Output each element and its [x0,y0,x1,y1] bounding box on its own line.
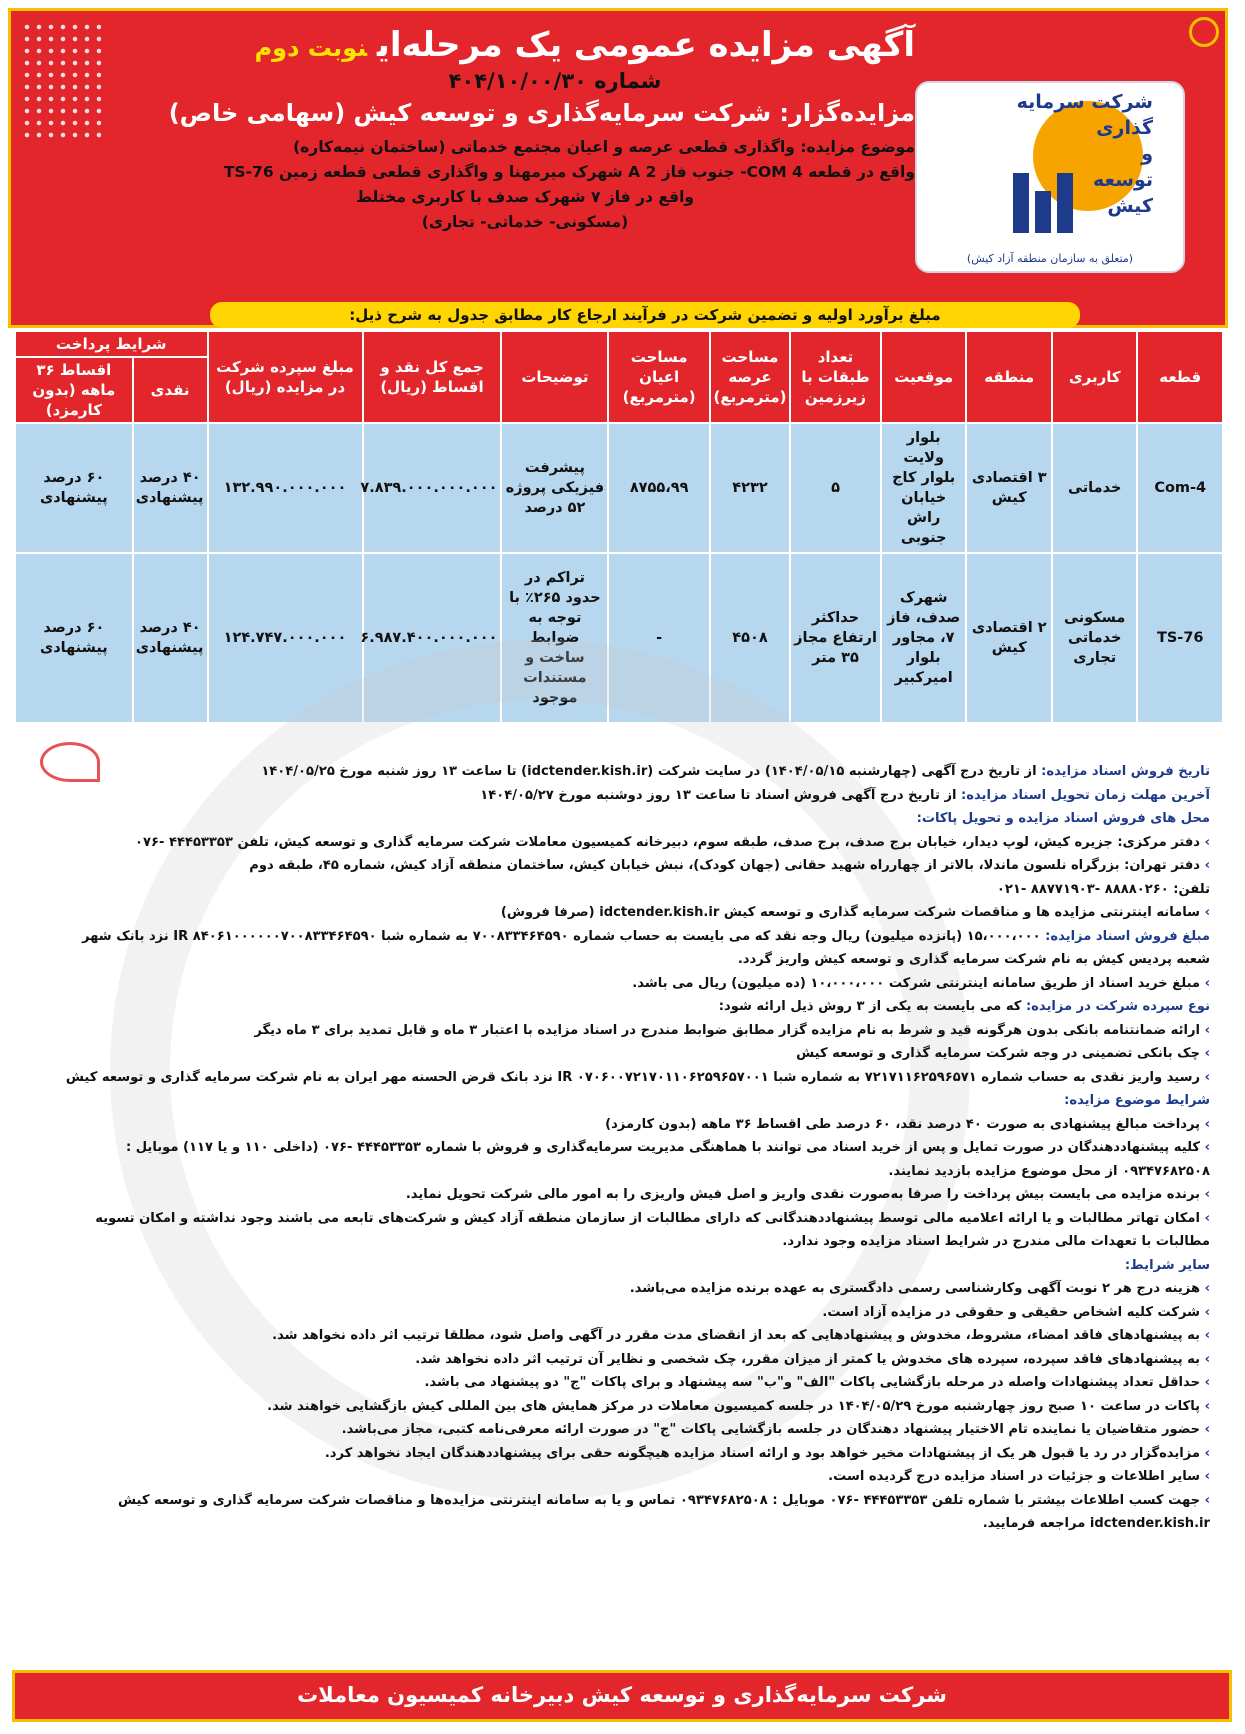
place-item: › دفتر تهران: بزرگراه نلسون ماندلا، بالاتر از چهارراه شهید حقانی (جهان کودک)، نبش خیابان کیش، ساختمان منطقه آزاد کیش، شماره ۴۵، طبقه دوم [30,854,1210,878]
logo-subtitle: (متعلق به سازمان منطقه آزاد کیش) [966,252,1134,265]
th-plot: قطعه [1137,331,1223,423]
company-logo [915,81,1185,273]
cell-location: شهرک صدف، فاز ۷، مجاور بلوار امیرکبیر [881,553,967,723]
conditions-block [30,760,1210,1536]
other-item: › حداقل تعداد پیشنهادات واصله در مرحله بازگشایی پاکات "الف" و"ب" سه پیشنهاد و برای پاکات "ج" دو پیشنهاد می باشد. [30,1371,1210,1395]
th-land-area: مساحت عرصه (مترمربع) [710,331,790,423]
th-deposit: مبلغ سپرده شرکت در مزایده (ریال) [208,331,363,423]
th-usage: کاربری [1052,331,1138,423]
deposit-line: نوع سپرده شرکت در مزایده: که می بایست به یکی از ۳ روش ذیل ارائه شود: [718,999,1210,1014]
subject-item: › کلیه پیشنهاددهندگان در صورت تمایل و پس از خرید اسناد می توانند با هماهنگی مدیریت سرمایه‌گذاری و فروش با شماره ۴۴۴۵۳۳۵۳ -۰۷۶ (داخلی ۱۱۰ و یا ۱۱۷) موبایل : [30,1136,1210,1160]
deposit-item: › رسید واریز نقدی به حساب شماره ۷۲۱۷۱۱۶۲۵۹۶۵۷۱ به شماره شبا IR ۰۷۰۶۰۰۷۲۱۷۰۱۱۰۶۲۵۹۶۵۷۰۰۱ نزد بانک قرض الحسنه مهر ایران به نام شرکت سرمایه گذاری و توسعه کیش [30,1066,1210,1090]
price-line-2: شعبه پردیس کیش به نام شرکت سرمایه گذاری و توسعه کیش واریز گردد. [737,952,1210,967]
th-payment: شرایط پرداخت [15,331,208,357]
price-line: مبلغ فروش اسناد مزایده: ۱۵،۰۰۰،۰۰۰ (پانزده میلیون) ریال وجه نقد که می بایست به حساب شماره ۷۰۰۸۳۳۴۶۴۵۹۰ به شماره شبا IR ۸۴۰۶۱۰۰۰۰۰۰۷۰۰۸۳۳۴۶۴۵۹۰ نزد بانک شهر [82,928,1210,944]
auction-number: شماره ۴۰۴/۱۰/۰۰/۳۰ [448,69,662,93]
other-item: idctender.kish.ir مراجعه فرمایید. [982,1516,1210,1531]
sale-date-line: تاریخ فروش اسناد مزایده: از تاریخ درج آگهی (چهارشنبه ۱۴۰۴/۰۵/۱۵) در سایت شرکت (idctender.kish.ir) تا ساعت ۱۳ روز شنبه مورخ ۱۴۰۴/۰۵/۲۵ [261,764,1210,779]
header-banner [8,8,1228,328]
other-item: › جهت کسب اطلاعات بیشتر با شماره تلفن ۴۴۴۵۳۳۵۳ -۰۷۶ موبایل : ۰۹۳۴۷۶۸۲۵۰۸ تماس و یا به سامانه اینترنتی مزایده‌ها و مناقصات شرکت سرمایه گذاری و توسعه کیش [30,1489,1210,1513]
other-item: › حضور متقاضیان یا نماینده تام الاختیار پیشنهاد دهندگان در جلسه بازگشایی پاکات "ج" در صورت ارائه معرفی‌نامه کتبی، مجاز می‌باشد. [30,1418,1210,1442]
cell-land-area: ۴۵۰۸ [710,553,790,723]
other-item: › پاکات در ساعت ۱۰ صبح روز چهارشنبه مورخ ۱۴۰۴/۰۵/۲۹ در جلسه کمیسیون معاملات در مرکز همایش های بین المللی کیش بازگشایی خواهند شد. [30,1395,1210,1419]
other-item: › سایر اطلاعات و جزئیات در اسناد مزایده درج گردیده است. [30,1465,1210,1489]
other-item: › به پیشنهادهای فاقد سپرده، سپرده های مخدوش یا کمتر از میزان مقرر، چک شخصی و نظایر آن ترتیب اثر داده نخواهد شد. [30,1348,1210,1372]
cell-floors: حداکثر ارتفاع مجاز ۳۵ متر [790,553,881,723]
deadline-line: آخرین مهلت زمان تحویل اسناد مزایده: از تاریخ درج آگهی فروش اسناد تا ساعت ۱۳ روز دوشنبه مورخ ۱۴۰۴/۰۵/۲۷ [480,787,1210,803]
th-cash: نقدی [133,357,208,423]
cell-plot: Com-4 [1137,423,1223,553]
cell-cash: ۴۰ درصد پیشنهادی [133,553,208,723]
table-header-row [15,331,1223,357]
cell-notes: تراکم در حدود ۲۶۵٪ با توجه به ضوابط ساخت و مستندات موجود [501,553,608,723]
other-item: › مزایده‌گزار در رد یا قبول هر یک از پیشنهادات مخیر خواهد بود و ارائه اسناد مزایده هیچگونه حقی برای پیشنهاددهندگان ایجاد نخواهد کرد. [30,1442,1210,1466]
subject-line: (مسکونی- خدماتی- تجاری) [421,213,629,231]
cell-usage: خدماتی [1052,423,1138,553]
cell-building-area: ۸۷۵۵،۹۹ [608,423,710,553]
cell-plot: TS-76 [1137,553,1223,723]
cell-zone: ۳ اقتصادی کیش [966,423,1052,553]
cell-installments: ۶۰ درصد پیشنهادی [15,423,133,553]
th-floors: تعداد طبقات با زیرزمین [790,331,881,423]
price-item: › مبلغ خرید اسناد از طریق سامانه اینترنتی شرکت ۱۰،۰۰۰،۰۰۰ (ده میلیون) ریال می باشد. [30,972,1210,996]
place-item: › سامانه اینترنتی مزایده ها و مناقصات شرکت سرمایه گذاری و توسعه کیش idctender.kish.ir (صرفا فروش) [30,901,1210,925]
cell-building-area: - [608,553,710,723]
subject-block [125,135,915,235]
cell-installments: ۶۰ درصد پیشنهادی [15,553,133,723]
cell-cash: ۴۰ درصد پیشنهادی [133,423,208,553]
deposit-item: › چک بانکی تضمینی در وجه شرکت سرمایه گذاری و توسعه کیش [30,1042,1210,1066]
logo-text: شرکت سرمایه گذاری و توسعه کیش [1016,91,1153,217]
th-total: جمع کل نقد و اقساط (ریال) [363,331,502,423]
footer-banner: شرکت سرمایه‌گذاری و توسعه کیش دبیرخانه کمیسیون معاملات [12,1670,1232,1722]
other-item: › شرکت کلیه اشخاص حقیقی و حقوقی در مزایده آزاد است. [30,1301,1210,1325]
cell-land-area: ۴۲۳۲ [710,423,790,553]
table-row [15,553,1223,723]
title-block [125,25,915,235]
auction-title: آگهی مزایده عمومی یک مرحله‌اینوبت دوم [254,25,915,65]
th-notes: توضیحات [501,331,608,423]
subject-item: مطالبات با تعهدات مالی مندرج در شرایط اسناد مزایده وجود ندارد. [782,1234,1210,1249]
subject-item: › امکان تهاتر مطالبات و یا ارائه اعلامیه مالی توسط پیشنهاددهندگانی که دارای مطالبات از سازمان منطقه آزاد کیش و شرکت‌های تابعه می باشند وجود نداشته و امکان تسویه [30,1207,1210,1231]
th-location: موقعیت [881,331,967,423]
place-item: › دفتر مرکزی: جزیره کیش، لوپ دیدار، خیابان برج صدف، برج صدف، طبقه سوم، دبیرخانه کمیسیون معاملات شرکت سرمایه گذاری و توسعه کیش، تلفن ۴۴۴۵۳۳۵۳ -۰۷۶ [30,831,1210,855]
other-item: › به پیشنهادهای فاقد امضاء، مشروط، مخدوش و پیشنهادهایی که بعد از انقضای مدت مقرر در آگهی واصل شود، مطلقا ترتیب اثر داده نخواهد شد. [30,1324,1210,1348]
th-building-area: مساحت اعیان (مترمربع) [608,331,710,423]
subject-line: موضوع مزایده: واگذاری قطعی عرصه و اعیان مجتمع خدماتی (ساختمان نیمه‌کاره) [293,138,915,156]
table-row [15,423,1223,553]
other-item: › هزینه درج هر ۲ نوبت آگهی وکارشناسی رسمی دادگستری به عهده برنده مزایده می‌باشد. [30,1277,1210,1301]
cell-deposit: ۱۲۴.۷۴۷.۰۰۰.۰۰۰ [208,553,363,723]
deposit-item: › ارائه ضمانتنامه بانکی بدون هرگونه قید و شرط به نام مزایده گزار مطابق ضوابط مندرج در اسناد مزایده با اعتبار ۳ ماه و قابل تمدید برای ۳ ماه دیگر [30,1019,1210,1043]
auction-table [14,330,1224,724]
cell-usage: مسکونی خدماتی تجاری [1052,553,1138,723]
subject-title: شرایط موضوع مزایده: [1064,1093,1210,1108]
subject-item: › برنده مزایده می بایست بیش پرداخت را صرفا به‌صورت نقدی واریز و اصل فیش واریزی را به امور مالی شرکت تحویل نماید. [30,1183,1210,1207]
subject-line: واقع در فاز ۷ شهرک صدف با کاربری مختلط [355,188,695,206]
cell-total: ۶.۹۸۷.۴۰۰.۰۰۰.۰۰۰ [363,553,502,723]
place-title: محل های فروش اسناد مزایده و تحویل پاکات: [916,811,1210,826]
subject-item: ۰۹۳۴۷۶۸۲۵۰۸ از محل موضوع مزایده بازدید نمایند. [888,1163,1210,1179]
place-item: تلفن: ۸۸۸۸۰۲۶۰ -۸۸۷۷۱۹۰۳ -۰۲۱ [996,881,1210,897]
organizer: مزایده‌گزار: شرکت سرمایه‌گذاری و توسعه کیش (سهامی خاص) [168,99,915,127]
th-zone: منطقه [966,331,1052,423]
dots-decoration [21,21,101,141]
cell-total: ۷.۸۳۹.۰۰۰.۰۰۰.۰۰۰ [363,423,502,553]
cell-deposit: ۱۳۲.۹۹۰.۰۰۰.۰۰۰ [208,423,363,553]
corner-ornament [1189,17,1219,47]
estimate-ribbon: مبلغ برآورد اولیه و تضمین شرکت در فرآیند ارجاع کار مطابق جدول به شرح ذیل: [210,302,1080,328]
subject-line: واقع در قطعه COM 4- جنوب فاز A 2 شهرک میرمهنا و واگذاری قطعی قطعه زمین TS-76 [223,163,915,181]
th-installments: اقساط ۳۶ ماهه (بدون کارمزد) [15,357,133,423]
cell-zone: ۲ اقتصادی کیش [966,553,1052,723]
cell-location: بلوار ولایت بلوار کاج خیابان راش جنوبی [881,423,967,553]
cell-notes: پیشرفت فیزیکی پروژه ۵۲ درصد [501,423,608,553]
round-label: نوبت دوم [254,34,368,62]
cell-floors: ۵ [790,423,881,553]
subject-item: › پرداخت مبالغ پیشنهادی به صورت ۴۰ درصد نقد، ۶۰ درصد طی اقساط ۳۶ ماهه (بدون کارمزد) [30,1113,1210,1137]
other-title: سایر شرایط: [1124,1257,1210,1273]
